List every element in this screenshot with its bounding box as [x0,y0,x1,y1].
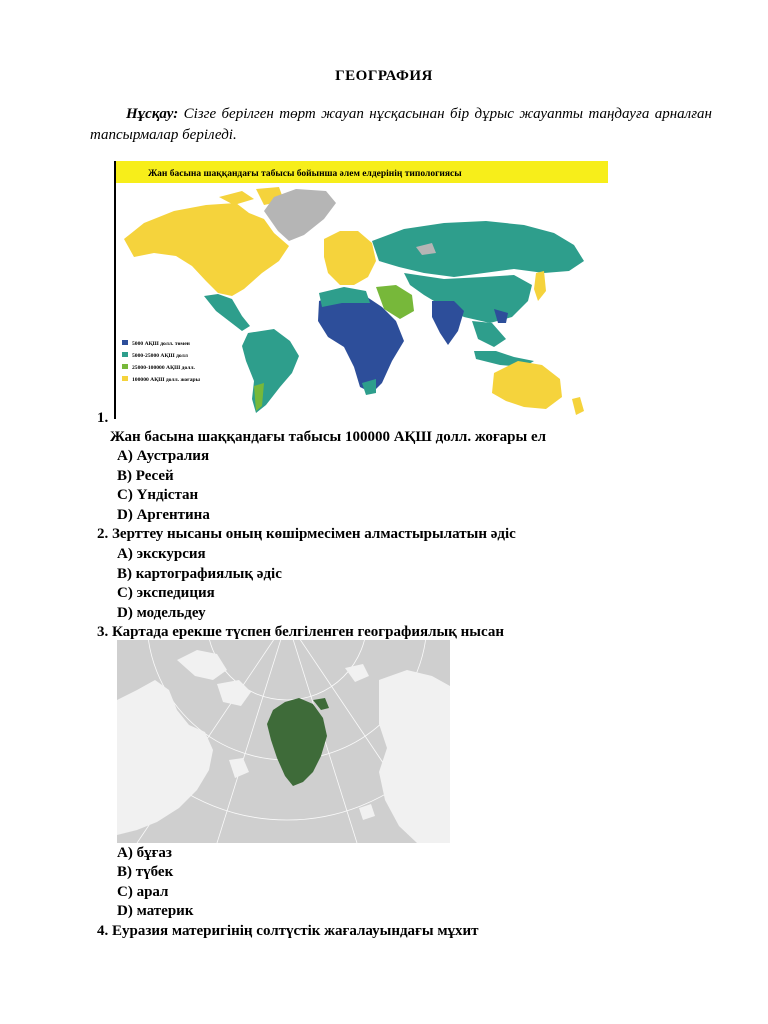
legend-label-1: 5000 АҚШ долл. төмен [132,341,190,347]
legend-label-4: 100000 АҚШ долл. жоғары [132,377,200,383]
legend-label-2: 5000-25000 АҚШ долл [132,353,188,359]
map-title: Жан басына шаққандағы табысы бойынша әлем елдерінің типологиясы [148,169,462,179]
instruction-text: Сізге берілген төрт жауап нұсқасынан бір дұрыс жауапты таңдауға арналған тапсырмалар беріледі. [90,106,712,143]
q2-option-a[interactable]: A) экскурсия [117,546,206,562]
q2-option-b[interactable]: B) картографиялық әдіс [117,566,282,582]
q3-option-d[interactable]: D) материк [117,903,194,919]
instruction-paragraph [90,104,712,146]
world-income-map [114,161,608,419]
q4-text: 4. Еуразия материгінің солтүстік жағалауындағы мұхит [97,923,479,939]
legend-swatch-2 [122,352,128,357]
legend-swatch-3 [122,364,128,369]
arctic-map [117,640,450,843]
q1-number: 1. [97,410,109,426]
legend-swatch-1 [122,340,128,345]
page-title: ГЕОГРАФИЯ [335,68,433,84]
q1-option-a[interactable]: A) Аустралия [117,448,210,464]
q1-text: Жан басына шаққандағы табысы 100000 АҚШ долл. жоғары ел [110,429,547,445]
q3-option-b[interactable]: B) түбек [117,864,174,880]
q2-option-d[interactable]: D) модельдеу [117,605,206,621]
q3-option-c[interactable]: C) арал [117,884,169,900]
instruction-label: Нұсқау: [126,106,179,122]
legend-label-3: 25000-100000 АҚШ долл. [132,365,195,371]
q1-option-b[interactable]: B) Ресей [117,468,174,484]
q1-option-d[interactable]: D) Аргентина [117,507,210,523]
q2-text: 2. Зерттеу нысаны оның көшірмесімен алмастырылатын әдіс [97,526,516,542]
q2-option-c[interactable]: C) экспедиция [117,585,215,601]
q1-option-c[interactable]: C) Үндістан [117,487,199,503]
q3-option-a[interactable]: A) бұғаз [117,845,172,861]
legend-swatch-4 [122,376,128,381]
q3-text: 3. Картада ерекше түспен белгіленген географиялық нысан [97,624,504,640]
